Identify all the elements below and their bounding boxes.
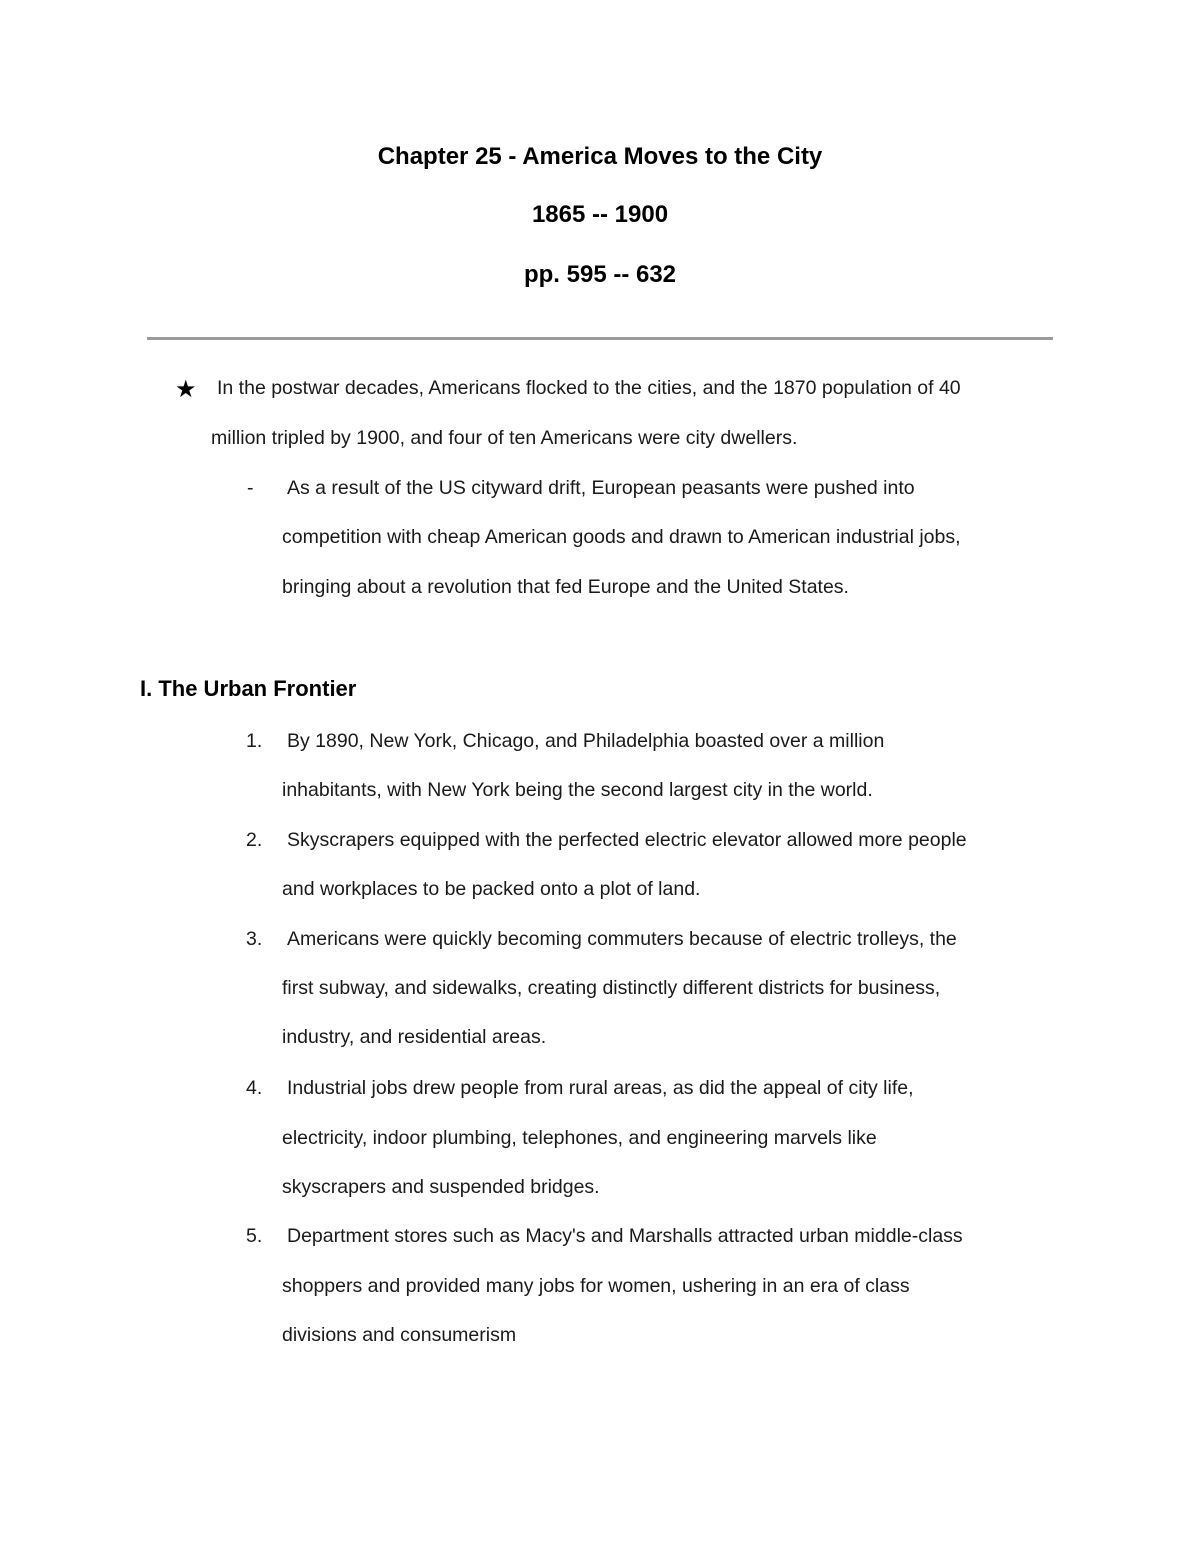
item-1-line-1: By 1890, New York, Chicago, and Philadelphia boasted over a million — [287, 730, 885, 752]
sub-line-2: competition with cheap American goods and drawn to American industrial jobs, — [282, 526, 961, 548]
horizontal-divider — [147, 337, 1053, 340]
page-title: Chapter 25 - America Moves to the City — [377, 143, 823, 170]
sub-line-3: bringing about a revolution that fed Europe and the United States. — [282, 576, 849, 598]
list-marker-3: 3. — [246, 928, 263, 950]
item-5-line-3: divisions and consumerism — [282, 1324, 517, 1346]
sub-line-1: As a result of the US cityward drift, European peasants were pushed into — [287, 477, 915, 499]
list-marker-2: 2. — [246, 829, 263, 851]
item-5-line-2: shoppers and provided many jobs for women, ushering in an era of class — [282, 1275, 910, 1297]
intro-line-2: million tripled by 1900, and four of ten Americans were city dwellers. — [211, 427, 798, 449]
item-1-line-2: inhabitants, with New York being the second largest city in the world. — [282, 779, 873, 801]
item-3-line-3: industry, and residential areas. — [282, 1026, 547, 1048]
item-5-line-1: Department stores such as Macy's and Marshalls attracted urban middle-class — [287, 1225, 963, 1247]
section-heading: I. The Urban Frontier — [140, 676, 357, 701]
item-3-line-1: Americans were quickly becoming commuters because of electric trolleys, the — [287, 928, 957, 950]
item-2-line-2: and workplaces to be packed onto a plot of land. — [282, 878, 701, 900]
list-marker-5: 5. — [246, 1225, 263, 1247]
list-marker-4: 4. — [246, 1077, 263, 1099]
page-range: pp. 595 -- 632 — [523, 261, 677, 288]
item-3-line-2: first subway, and sidewalks, creating distinctly different districts for business, — [282, 977, 941, 999]
star-icon: ★ — [175, 375, 197, 403]
item-4-line-1: Industrial jobs drew people from rural areas, as did the appeal of city life, — [287, 1077, 914, 1099]
item-4-line-3: skyscrapers and suspended bridges. — [282, 1176, 600, 1198]
item-2-line-1: Skyscrapers equipped with the perfected electric elevator allowed more people — [287, 829, 967, 851]
date-range: 1865 -- 1900 — [531, 201, 669, 228]
list-marker-1: 1. — [246, 730, 263, 752]
item-4-line-2: electricity, indoor plumbing, telephones, and engineering marvels like — [282, 1127, 877, 1149]
dash-marker: - — [247, 477, 254, 499]
intro-line-1: In the postwar decades, Americans flocked to the cities, and the 1870 population of 40 — [217, 377, 961, 399]
